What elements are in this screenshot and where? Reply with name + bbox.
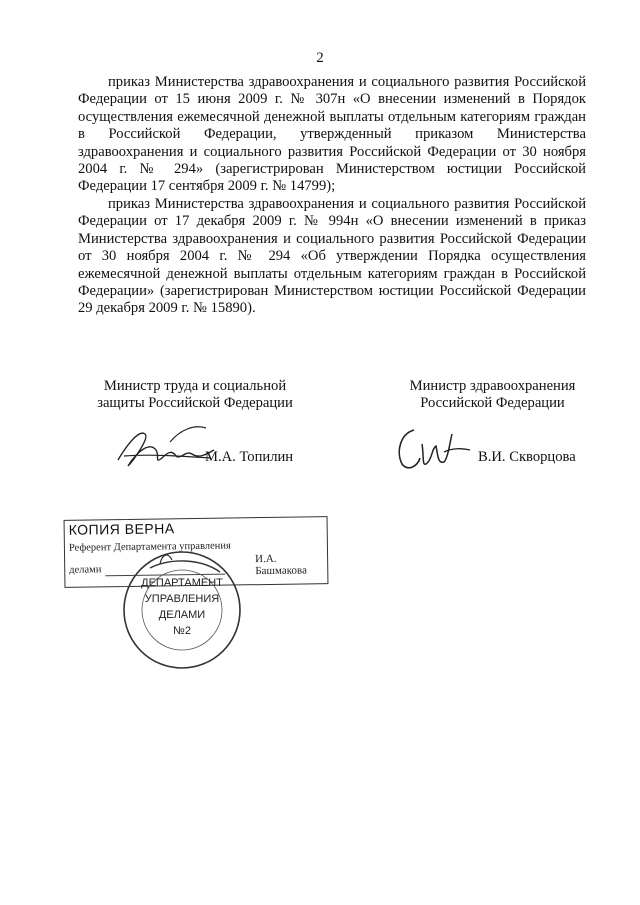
copy-stamp-department: делами [69,564,102,576]
left-title-line1: Министр труда и социальной [103,378,287,394]
right-title-line2: Российской Федерации [420,395,565,412]
round-seal [120,548,244,672]
left-signatory-name: М.А. Топилин [205,449,294,465]
right-signatory-name: В.И. Скворцова [478,449,576,465]
paragraph-1: приказ Министерства здравоохранения и социального развития Российской Федерации от 15 июня 2009 г. № 307н «О внесении изменений в Порядок осуществления ежемесячной денежной выплаты отдельным категориям граждан в Российской Федерации, утвержденный приказом Министерства здравоохранения и социального развития Российской Федерации от 30 ноября 2004 г. № 294» (зарегистрирован Министерством юстиции Российской Федерации 17 сентября 2009 г. № 14799); [78,74,586,195]
left-title-line2: защиты Российской Федерации [97,395,293,412]
copy-stamp-position: Референт Департамента управления [68,540,231,554]
seal-line1: ДЕПАРТАМЕНТ [141,577,223,589]
paragraph-2: приказ Министерства здравоохранения и социального развития Российской Федерации от 17 декабря 2009 г. № 994н «О внесении изменений в приказ Министерства здравоохранения и социального развития Российской Федерации от 30 ноября 2004 г. № 294 «Об утверждении Порядка осуществления ежемесячной денежной выплаты отдельным категориям граждан в Российской Федерации» (зарегистрирован Министерством юстиции Российской Федерации 29 декабря 2009 г. № 15890). [78,196,586,317]
copy-stamp-title: КОПИЯ ВЕРНА [68,520,175,538]
page-number: 2 [316,50,324,66]
right-signatory-title [395,378,590,413]
seal-line2: УПРАВЛЕНИЯ [144,593,220,605]
copy-stamp-name: И.А. Башмакова [255,552,308,578]
left-signatory-title [80,378,310,413]
seal-line4: №2 [173,625,191,637]
right-handwritten-signature [392,422,472,477]
right-title-line1: Министр здравоохранения [409,378,576,394]
seal-line3: ДЕЛАМИ [158,609,206,621]
left-handwritten-signature [110,420,220,480]
